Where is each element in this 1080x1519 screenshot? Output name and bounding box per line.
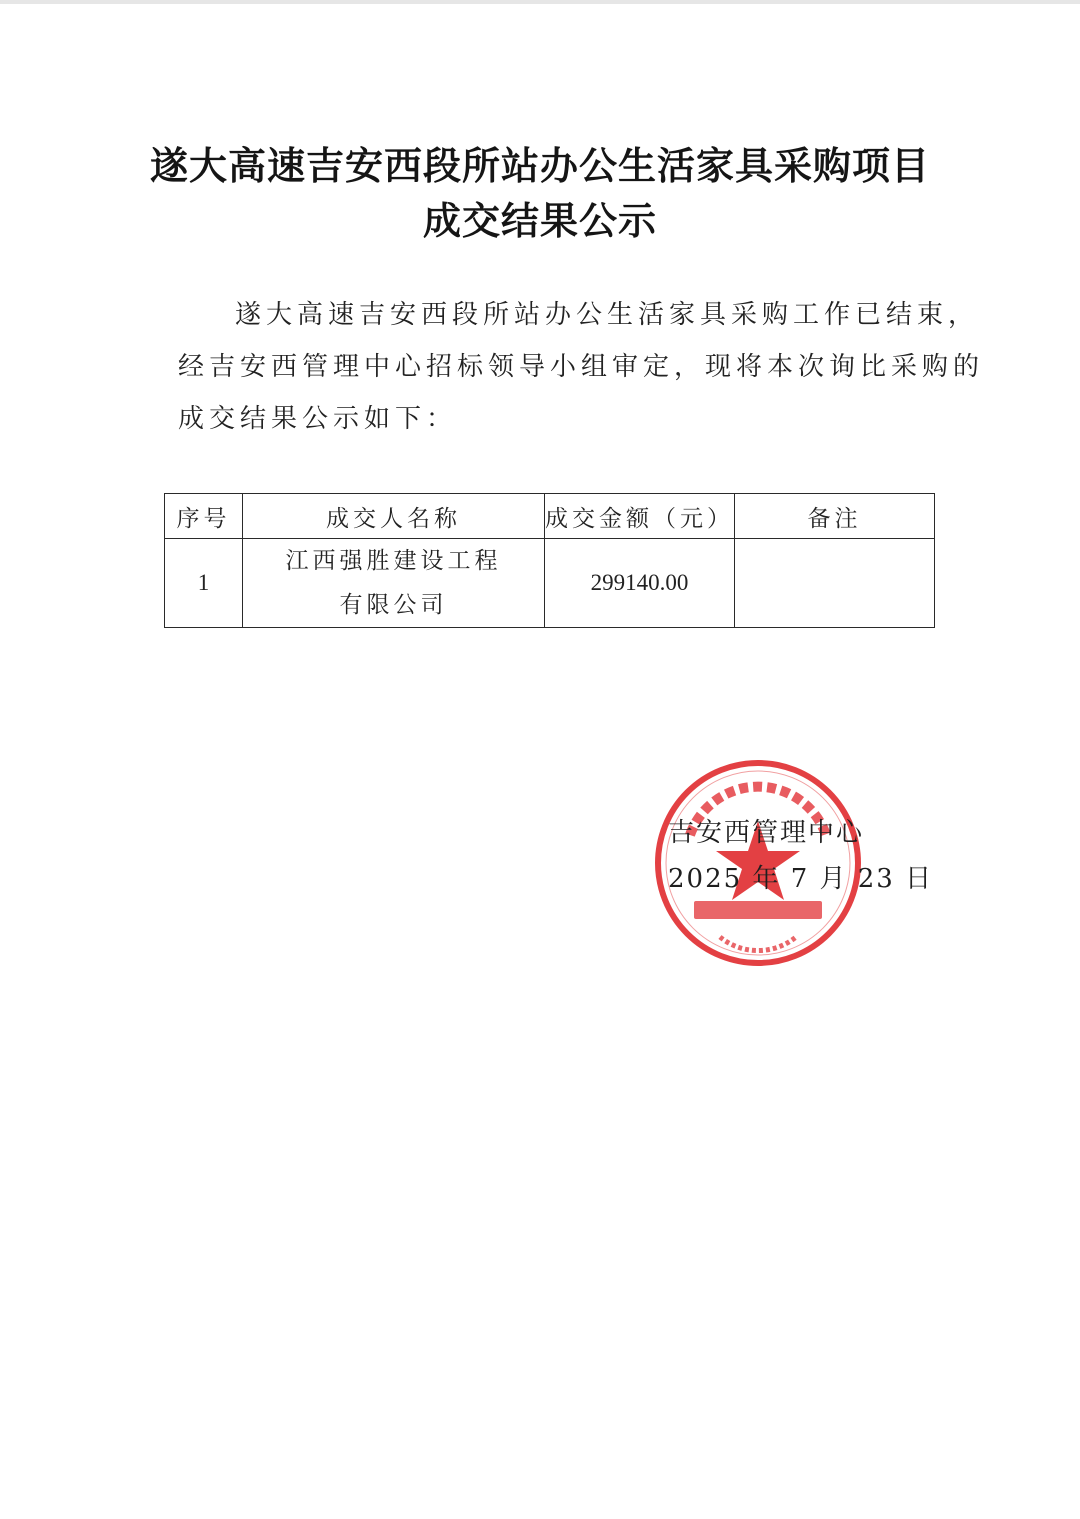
cell-name-line2: 有限公司 bbox=[339, 592, 448, 618]
result-table bbox=[164, 493, 935, 628]
cell-index: 1 bbox=[165, 539, 243, 628]
cell-name-line1: 江西强胜建设工程 bbox=[285, 548, 502, 574]
seal-inner-lettering bbox=[694, 901, 822, 919]
header-name: 成交人名称 bbox=[243, 494, 545, 539]
signature-org: 吉安西管理中心 bbox=[668, 818, 865, 848]
cell-amount: 299140.00 bbox=[545, 539, 735, 628]
header-index: 序号 bbox=[165, 494, 243, 539]
signature-date: 2025 年 7 月 23 日 bbox=[668, 864, 934, 894]
paragraph-line-1: 遂大高速吉安西段所站办公生活家具采购工作已结束， bbox=[235, 300, 980, 330]
scan-edge bbox=[0, 0, 1080, 4]
paragraph-line-2: 经吉安西管理中心招标领导小组审定，现将本次询比采购的 bbox=[178, 352, 985, 382]
header-remark: 备注 bbox=[735, 494, 935, 539]
page-title: 遂大高速吉安西段所站办公生活家具采购项目 bbox=[149, 143, 930, 188]
cell-remark bbox=[735, 539, 935, 628]
table-row bbox=[165, 539, 935, 628]
table-header-row bbox=[165, 494, 935, 539]
header-amount: 成交金额（元） bbox=[545, 494, 735, 539]
seal-code-lettering bbox=[720, 937, 796, 951]
cell-name bbox=[243, 539, 545, 628]
page-subtitle: 成交结果公示 bbox=[422, 198, 657, 243]
paragraph-line-3: 成交结果公示如下： bbox=[178, 404, 458, 434]
